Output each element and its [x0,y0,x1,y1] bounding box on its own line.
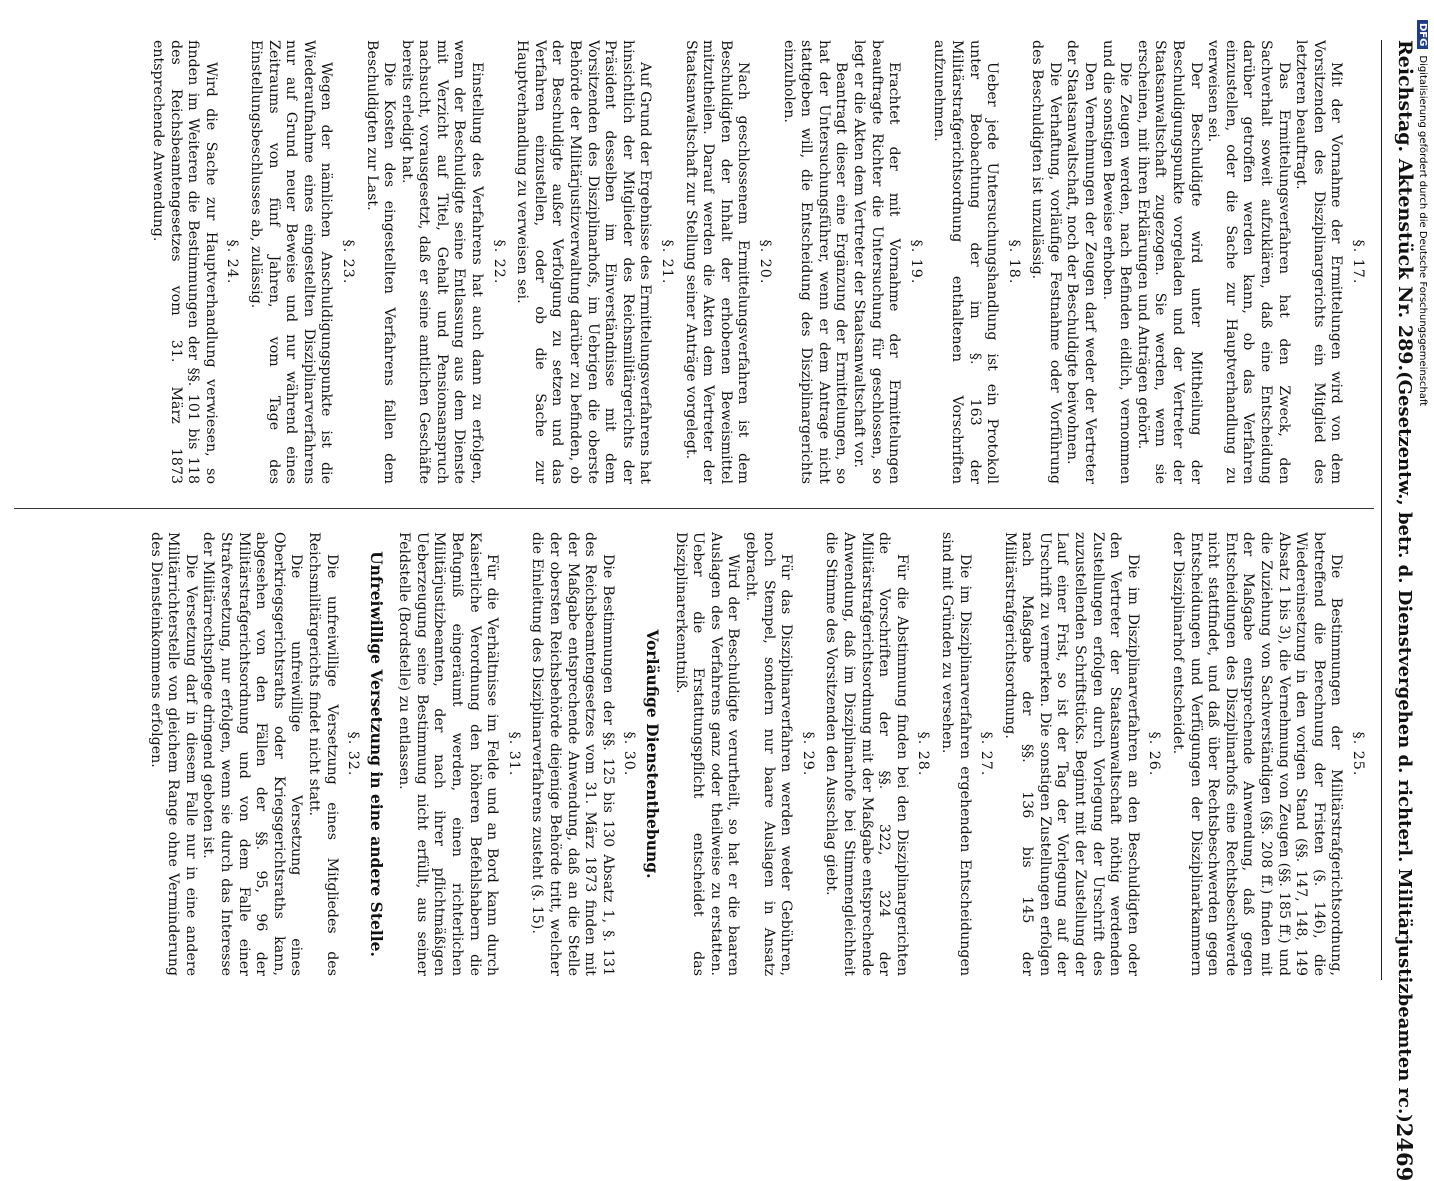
paragraph-number: §. 21. [659,239,676,285]
digitization-note-strip [1412,20,1432,990]
paragraph-number: §. 19. [907,239,924,285]
body-paragraph: Die Bestimmungen der Militärstrafgerichtsordnung, betreffend die Berechnung der Fristen (§. 146), die Wiedereinsetzung in den vorigen Stand (§§. 147, 148, 149 Absatz 1 bis 3), die Vernehmung von Zeugen (§§. 185 ff.) und die Zuziehung von Sachverständigen (§§. 208 ff.) finden mit der Maßgabe entsprechende Anwendung, daß gegen Entscheidungen des Disziplinarhofs eine Rechtsbeschwerde nicht stattfindet, und daß über Rechtsbeschwerden gegen Entscheidungen und Verfügungen der Disziplinarkammern der Disziplinarhof entscheidet. [1170,532,1345,976]
paragraph-number: §. 20. [757,239,773,285]
section-heading: Vorläufige Dienstenthebung. [643,629,663,879]
body-paragraph: Die Zeugen werden, nach Befinden eidlich, vernommen und die sonstigen Beweise erhoben. [1099,40,1134,484]
body-paragraph: Den Vernehmungen der Zeugen darf weder der Vertreter der Staatsanwaltschaft, noch der Beschuldigte beiwohnen. [1064,40,1099,484]
body-paragraph: Die Bestimmungen der §§. 125 bis 130 Absatz 1, §. 131 des Reichsbeamtengesetzes vom 31. März 1873 finden mit der Maßgabe entsprechende Anwendung, daß an die Stelle der obersten Reichsbehörde diejenige Behörde tritt, welcher die Einleitung des Disziplinarverfahrens zusteht (§. 15). [529,532,616,976]
body-paragraph: Wegen der nämlichen Anschuldigungspunkte ist die Wiederaufnahme eines eingestellten Disziplinarverfahrens nur auf Grund neuer Beweise und nur während eines Zeitraums von fünf Jahren, vom Tage des Einstellungsbeschlusses ab, zulässig. [247,40,335,484]
body-paragraph: Die Versetzung darf in diesem Falle nur in eine andere Militärrichterstelle von gleichem Range ohne Verminderung des Diensteinkommens erfolgen. [147,532,199,976]
paragraph-number: §. 27. [978,731,995,777]
body-paragraph: Das Ermittelungsverfahren hat den Zweck, den Sachverhalt soweit aufzuklären, daß eine Entscheidung darüber getroffen werden kann, ob das Verfahren einzustellen, oder die Sache zur Hauptverhandlung zu verweisen sei. [1205,40,1292,484]
body-paragraph: Die im Disziplinarverfahren ergehenden Entscheidungen sind mit Gründen zu versehen. [938,532,973,976]
body-paragraph: Wird die Sache zur Hauptverhandlung verwiesen, so finden im Weiteren die Bestimmungen der §§. 101 bis 118 des Reichsbeamtengesetzes vom 31. März 1873 entsprechende Anwendung. [150,40,219,484]
body-paragraph: Nach geschlossenem Ermittelungsverfahren ist dem Beschuldigten der Inhalt der erhobenen Beweismittel mitzutheilen. Darauf werden die Akten dem Vertreter der Staatsanwaltschaft zur Stellung seiner Anträge vorgelegt. [682,40,752,484]
body-paragraph: Beantragt dieser eine Ergänzung der Ermittelungen, so hat der Untersuchungsführer, wenn er dem Antrage nicht stattgeben will, die Entscheidung des Disziplinargerichts einzuholen. [780,40,850,484]
body-paragraph: Die Kosten des eingestellten Verfahrens fallen dem Beschuldigten zur Last. [363,40,398,484]
body-paragraph: Die Verhaftung, vorläufige Festnahme oder Vorführung des Beschuldigten ist unzulässig. [1029,40,1063,484]
paragraph-number: §. 29. [799,731,816,777]
dfg-logo: DFG [1417,20,1428,49]
left-column [22,40,1372,484]
page-number: 2469 [1392,1122,1418,1181]
digitization-note: Digitalisierung gefördert durch die Deutsche Forschungsgemeinschaft [1417,55,1428,407]
paragraph-number: §. 31. [505,731,522,777]
body-paragraph: Die unfreiwillige Versetzung eines Mitgliedes des Reichsmilitärgerichts findet nicht statt. [305,532,340,976]
paragraph-number: §. 28. [915,731,932,777]
paragraph-number: §. 23. [339,239,356,285]
paragraph-number: §. 30. [621,731,638,777]
paragraph-number: §. 24. [224,239,241,285]
column-divider [14,508,1374,509]
paragraph-number: §. 22. [490,239,507,285]
body-paragraph: Mit der Vornahme der Ermittelungen wird von dem Vorsitzenden des Disziplinargerichts ein Mitglied des letzteren beauftragt. [1293,40,1345,484]
body-paragraph: Für das Disziplinarverfahren werden weder Gebühren, noch Stempel, sondern nur baare Auslagen in Ansatz gebracht. [743,532,795,976]
body-paragraph: Einstellung des Verfahrens hat auch dann zu erfolgen, wenn der Beschuldigte seine Entlassung aus dem Dienste mit Verzicht auf Titel, Gehalt und Pensionsanspruch nachsucht, vorausgesetzt, daß er seine amtlichen Geschäfte bereits erledigt hat. [398,40,486,484]
body-paragraph: Die im Disziplinarverfahren an den Beschuldigten oder den Vertreter der Staatsanwaltschaft nöthig werdenden Zustellungen erfolgen durch Vorlegung der Urschrift des zuzustellenden Schriftstücks. Beginnt mit der Zustellung der Lauf einer Frist, so ist der Tag der Vorlegung auf der Urschrift zu vermerken. Die sonstigen Zustellungen erfolgen nach Maßgabe der §§. 136 bis 145 der Militärstrafgerichtsordnung. [1001,532,1141,976]
header-rule [1381,40,1382,980]
paragraph-number: §. 18. [1005,239,1022,285]
header-title: (Gesetzentw., betr. d. Dienstvergehen d. richterl. Militärjustizbeamten rc.) [1394,371,1416,1123]
body-paragraph: Erachtet der mit Vornahme der Ermittelungen beauftragte Richter die Untersuchung für geschlossen, so legt er die Akten dem Vertreter der Staatsanwaltschaft vor. [850,40,903,484]
body-paragraph: Ueber jede Untersuchungshandlung ist ein Protokoll unter Beobachtung der im §. 163 der Militärstrafgerichtsordnung enthaltenen Vorschriften aufzunehmen. [931,40,1001,484]
body-paragraph: Die unfreiwillige Versetzung eines Oberkriegsgerichtsraths oder Kriegsgerichtsraths kann, abgesehen von den Fällen der §§. 95, 96 der Militärstrafgerichtsordnung und von dem Falle einer Strafversetzung, nur erfolgen, wenn sie durch das Interesse der Militärrechtspflege dringend geboten ist. [200,532,305,976]
paragraph-number: §. 26. [1146,731,1163,777]
body-paragraph: Auf Grund der Ergebnisse des Ermittelungsverfahrens hat hinsichtlich der Mitglieder des Reichsmilitärgerichts der Präsident desselben im Einverständnisse mit dem Vorsitzenden des Disziplinarhofs, im Uebrigen die oberste Behörde der Militärjustizverwaltung darüber zu befinden, ob der Beschuldigte außer Verfolgung zu setzen und das Verfahren einzustellen, oder ob die Sache zur Hauptverhandlung zu verweisen sei. [514,40,654,484]
right-column [22,532,1372,976]
paragraph-number: §. 25. [1350,731,1366,777]
paragraph-number: §. 17. [1350,239,1366,285]
section-heading: Unfreiwillige Versetzung in eine andere Stelle. [366,551,386,957]
paragraph-number: §. 32. [345,731,362,777]
body-paragraph: Für die Abstimmung finden bei den Disziplinargerichten die Vorschriften der §§. 322, 324 der Militärstrafgerichtsordnung mit der Maßgabe entsprechende Anwendung, daß im Disziplinarhofe bei Stimmengleichheit die Stimme des Vorsitzenden den Ausschlag giebt. [823,532,910,976]
body-paragraph: Der Beschuldigte wird unter Mittheilung der Beschuldigungspunkte vorgeladen und der Vertreter der Staatsanwaltschaft zugezogen. Sie werden, wenn sie erscheinen, mit ihren Erklärungen und Anträgen gehört. [1134,40,1204,484]
header-left: Reichstag. Aktenstück Nr. 289. [1394,40,1416,372]
body-paragraph: Für die Verhältnisse im Felde und an Bord kann durch Kaiserliche Verordnung den höheren Befehlshabern die Befugniß eingeräumt werden, einen richterlichen Militärjustizbeamten, der nach ihrer pflichtmäßigen Ueberzeugung seine Bestimmung nicht erfüllt, aus seiner Feldstelle (Bordstelle) zu entlassen. [396,532,501,976]
body-paragraph: Wird der Beschuldigte verurtheilt, so hat er die baaren Auslagen des Verfahrens ganz oder theilweise zu erstatten. Ueber die Erstattungspflicht entscheidet das Disziplinarerkenntniß. [672,532,742,976]
digitization-sidebar [1412,20,1432,990]
